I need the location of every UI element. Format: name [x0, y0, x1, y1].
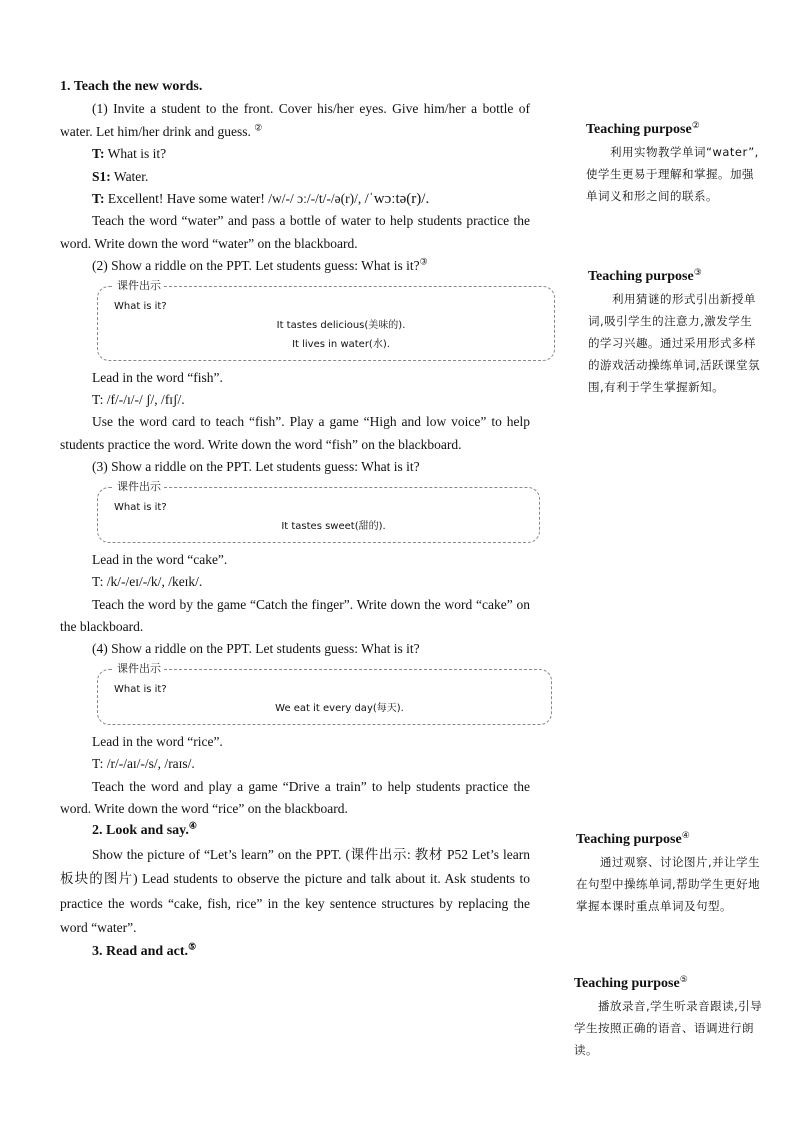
step-1-paragraph: (1) Invite a student to the front. Cover his/her eyes. Give him/her a bottle of water. Let him/her drink and guess. ②: [60, 101, 530, 139]
phonics-fish: T: /f/-/ɪ/-/ ʃ/, /fɪʃ/.: [92, 392, 185, 408]
teaching-purpose-title: Teaching purpose③: [588, 268, 703, 284]
courseware-box-fish: [97, 278, 555, 361]
note-marker-4: ④: [188, 820, 197, 831]
note-marker-2: ②: [254, 122, 263, 133]
phonics-cake: T: /k/-/eɪ/-/k/, /keɪk/.: [92, 574, 203, 590]
note-marker-5: ⑤: [188, 941, 197, 952]
step-4-paragraph: (4) Show a riddle on the PPT. Let students guess: What is it?: [92, 641, 420, 657]
lead-in-fish: Lead in the word “fish”.: [92, 369, 223, 385]
teaching-purpose-2: [586, 118, 762, 207]
riddle-question: What is it?: [114, 683, 167, 695]
dialogue-line: S1: Water.: [92, 168, 149, 184]
teach-fish-paragraph: Use the word card to teach “fish”. Play a game “High and low voice” to help students practice the word. Write down the word “fish” on the blackboard.: [60, 414, 530, 452]
teaching-purpose-title: Teaching purpose②: [586, 121, 701, 137]
riddle-clue: It tastes sweet(甜的).: [281, 520, 386, 532]
water-phonetic: /ˈwɔːtə(r)/.: [364, 191, 430, 208]
riddle-clue: It lives in water(水).: [292, 338, 390, 350]
step-2-paragraph: (2) Show a riddle on the PPT. Let students guess: What is it?③: [92, 256, 428, 274]
note-marker-3: ③: [419, 256, 428, 267]
lead-in-cake: Lead in the word “cake”.: [92, 551, 228, 567]
riddle-question: What is it?: [114, 501, 167, 513]
courseware-box-rice: [97, 661, 552, 725]
section-2-heading: 2. Look and say.④: [92, 820, 197, 839]
phonics-rice: T: /r/-/aɪ/-/s/, /raɪs/.: [92, 756, 195, 772]
teach-water-paragraph: Teach the word “water” and pass a bottle of water to help students practice the word. Write down the word “water” on the blackboard.: [60, 213, 530, 251]
teaching-purpose-5: [574, 972, 764, 1061]
teaching-purpose-title: Teaching purpose⑤: [574, 975, 689, 991]
lead-in-rice: Lead in the word “rice”.: [92, 733, 223, 749]
teach-cake-paragraph: Teach the word by the game “Catch the finger”. Write down the word “cake” on the blackboard.: [60, 596, 530, 634]
section-1-heading: 1. Teach the new words.: [60, 79, 203, 94]
teaching-purpose-body: 利用实物教学单词“water”,使学生更易于理解和掌握。加强单词义和形之间的联系。: [586, 145, 759, 203]
teaching-purpose-body: 利用猜谜的形式引出新授单词,吸引学生的注意力,激发学生的学习兴趣。通过采用形式多样的游戏活动操练单词,活跃课堂氛围,有利于学生掌握新知。: [588, 292, 761, 394]
teaching-purpose-body: 通过观察、讨论图片,并让学生在句型中操练单词,帮助学生更好地掌握本课时重点单词及句型。: [576, 855, 761, 913]
teaching-purpose-4: [576, 828, 764, 917]
look-and-say-paragraph: Show the picture of “Let’s learn” on the PPT. (课件出示: 教材 P52 Let’s learn 板块的图片) Lead students to observe the picture and talk about it. Ask students to practice the words “cake, fish, rice” in the key sentence structures by replacing the word “water”.: [60, 846, 530, 936]
dialogue-line: T: Excellent! Have some water! /w/-/ ɔː/-/t/-/ə(r)/, /ˈwɔːtə(r)/.: [92, 191, 430, 208]
courseware-tag: 课件出示: [114, 480, 164, 494]
dialogue-line: T: What is it?: [92, 146, 167, 162]
teaching-purpose-title: Teaching purpose④: [576, 831, 691, 847]
courseware-tag: 课件出示: [114, 662, 164, 676]
courseware-box-cake: [97, 479, 540, 543]
riddle-question: What is it?: [114, 300, 167, 312]
riddle-clue: It tastes delicious(美味的).: [276, 319, 406, 331]
lesson-procedure: [60, 76, 530, 963]
teaching-purpose-body: 播放录音,学生听录音跟读,引导学生按照正确的语音、语调进行朗读。: [574, 999, 763, 1057]
teach-rice-paragraph: Teach the word and play a game “Drive a train” to help students practice the word. Write down the word “rice” on the blackboard.: [60, 778, 530, 816]
teaching-purpose-3: [588, 265, 764, 398]
section-3-heading: 3. Read and act.⑤: [92, 941, 197, 959]
riddle-clue: We eat it every day(每天).: [275, 702, 404, 714]
step-3-paragraph: (3) Show a riddle on the PPT. Let students guess: What is it?: [92, 459, 420, 475]
courseware-tag: 课件出示: [114, 279, 164, 293]
